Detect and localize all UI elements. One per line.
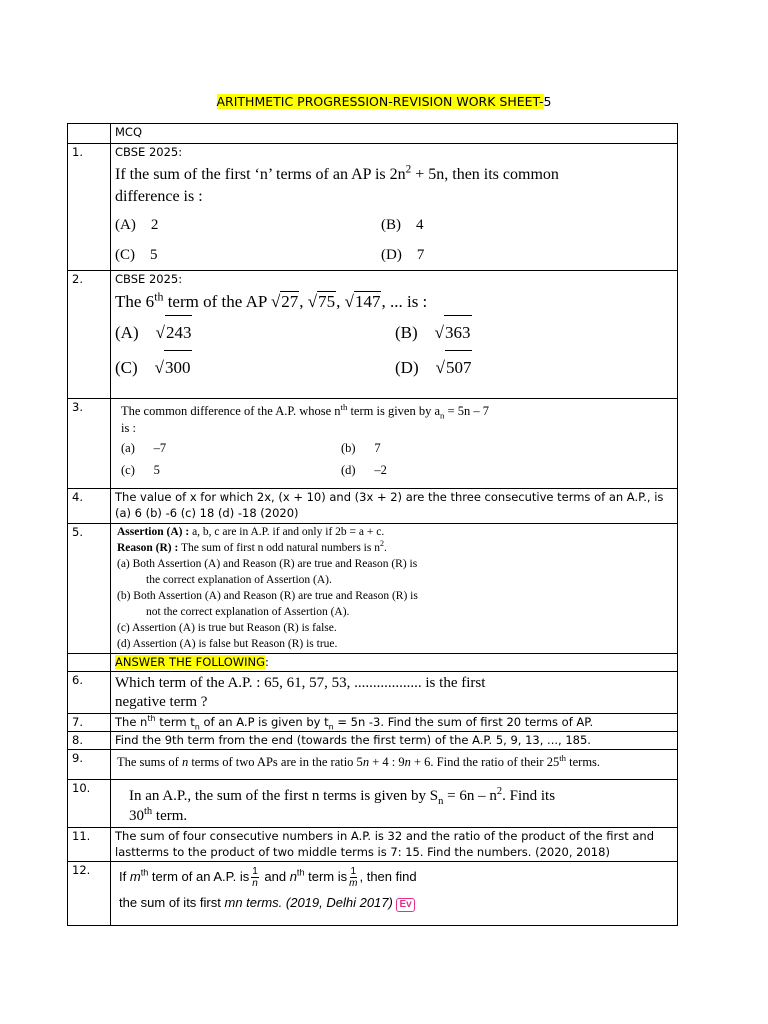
question-text: If $m^{th}$ term of an A.P. is $\frac{1}{n}$ and $n^{th}$ term is $\frac{1}{m}$ , then find the sum of its first mn terms. (2019, Delhi 2017) Ev	[119, 866, 417, 910]
question-number: 2.	[68, 271, 111, 399]
question-number: 7.	[68, 714, 111, 732]
ev-badge: Ev	[396, 898, 414, 912]
question-row-1	[68, 144, 678, 271]
worksheet-title	[0, 94, 768, 109]
question-number: 6.	[68, 672, 111, 714]
section-row-mcq	[68, 124, 678, 144]
question-9	[111, 750, 678, 780]
question-12	[111, 862, 678, 926]
question-source: CBSE 2025:	[115, 145, 183, 159]
section-row-answer	[68, 654, 678, 672]
question-row-5	[68, 524, 678, 654]
question-row-7	[68, 714, 678, 732]
question-text: The common difference of the A.P. whose $n^{th}$ term is given by $a_n = 5n - 7$ is :	[121, 401, 489, 435]
question-2	[111, 271, 678, 399]
question-10	[111, 780, 678, 828]
question-row-12	[68, 862, 678, 926]
worksheet-title-text: ARITHMETIC PROGRESSION-REVISION WORK SHEET-	[216, 94, 544, 109]
question-number: 4.	[68, 489, 111, 524]
question-row-3	[68, 399, 678, 489]
question-text: Which term of the A.P. : 65, 61, 57, 53, .................. is the first negative term ?	[115, 675, 486, 710]
question-number: 11.	[68, 828, 111, 862]
question-row-11	[68, 828, 678, 862]
question-row-4	[68, 489, 678, 524]
question-text: The value of x for which 2x, (x + 10) and (3x + 2) are the three consecutive terms of an A.P., is (a) 6 (b) -6 (c) 18 (d) -18 (2020)	[115, 490, 664, 520]
question-5	[111, 524, 678, 654]
question-11	[111, 828, 678, 862]
question-number: 9.	[68, 750, 111, 780]
question-number: 5.	[68, 524, 111, 654]
section-heading-answer: ANSWER THE FOLLOWING:	[111, 654, 678, 672]
question-text: In an A.P., the sum of the first n terms is given by $S_n = 6n - n^2$. Find its 30th term.	[129, 786, 556, 824]
question-7: The $n^{th}$ term $t_n$ of an A.P is given by $t_n = 5n$ -3. Find the sum of first 20 terms of AP.	[111, 714, 678, 732]
question-number: 1.	[68, 144, 111, 271]
worksheet-number: 5	[543, 94, 552, 109]
options: (A) √243 (B) √363 (C) √300 (D) √507	[115, 315, 673, 385]
question-number: 12.	[68, 862, 111, 926]
question-number: 3.	[68, 399, 111, 489]
question-6	[111, 672, 678, 714]
question-number: 10.	[68, 780, 111, 828]
question-row-8	[68, 732, 678, 750]
question-4	[111, 489, 678, 524]
question-row-2	[68, 271, 678, 399]
section-heading-mcq: MCQ	[111, 124, 678, 144]
question-source: CBSE 2025:	[115, 272, 183, 286]
question-number: 8.	[68, 732, 111, 750]
worksheet-table	[67, 123, 678, 926]
question-text: The sums of n terms of two APs are in the ratio 5n + 4 : 9n + 6. Find the ratio of their 25th terms.	[117, 752, 601, 769]
question-row-10	[68, 780, 678, 828]
question-row-6	[68, 672, 678, 714]
options: (a) –7 (b) 7 (c) 5 (d) –2	[121, 441, 387, 477]
question-1	[111, 144, 678, 271]
assertion-reason: Assertion (A) : a, b, c are in A.P. if and only if 2b = a + c. Reason (R) : The sum of first n odd natural numbers is $n^2$. (a) Both Assertion (A) and Reason (R) are true and Reason (R) is the correct explanation of Assertion (A). (b) Both Assertion (A) and Reason (R) are true and Reason (R) is not the correct explanation of Assertion (A). (c) Assertion (A) is true but Reason (R) is false. (d) Assertion (A) is false but Reason (R) is true.	[117, 526, 418, 650]
question-3	[111, 399, 678, 489]
options: (A) 2 (B) 4 (C) 5 (D) 7	[115, 217, 425, 263]
question-text: The 6th term of the AP √27, √75, √147, ... is :	[115, 289, 428, 311]
question-8: Find the 9th term from the end (towards the first term) of the A.P. 5, 9, 13, ..., 185.	[111, 732, 678, 750]
question-text: The sum of four consecutive numbers in A.P. is 32 and the ratio of the product of the first and lastterms to the product of two middle terms is 7: 15. Find the numbers. (2020, 2018)	[115, 829, 654, 859]
empty-cell	[68, 654, 111, 672]
empty-cell	[68, 124, 111, 144]
question-row-9	[68, 750, 678, 780]
question-text: If the sum of the first ‘n’ terms of an AP is $2n^2 + 5n$, then its common difference is :	[115, 163, 559, 205]
